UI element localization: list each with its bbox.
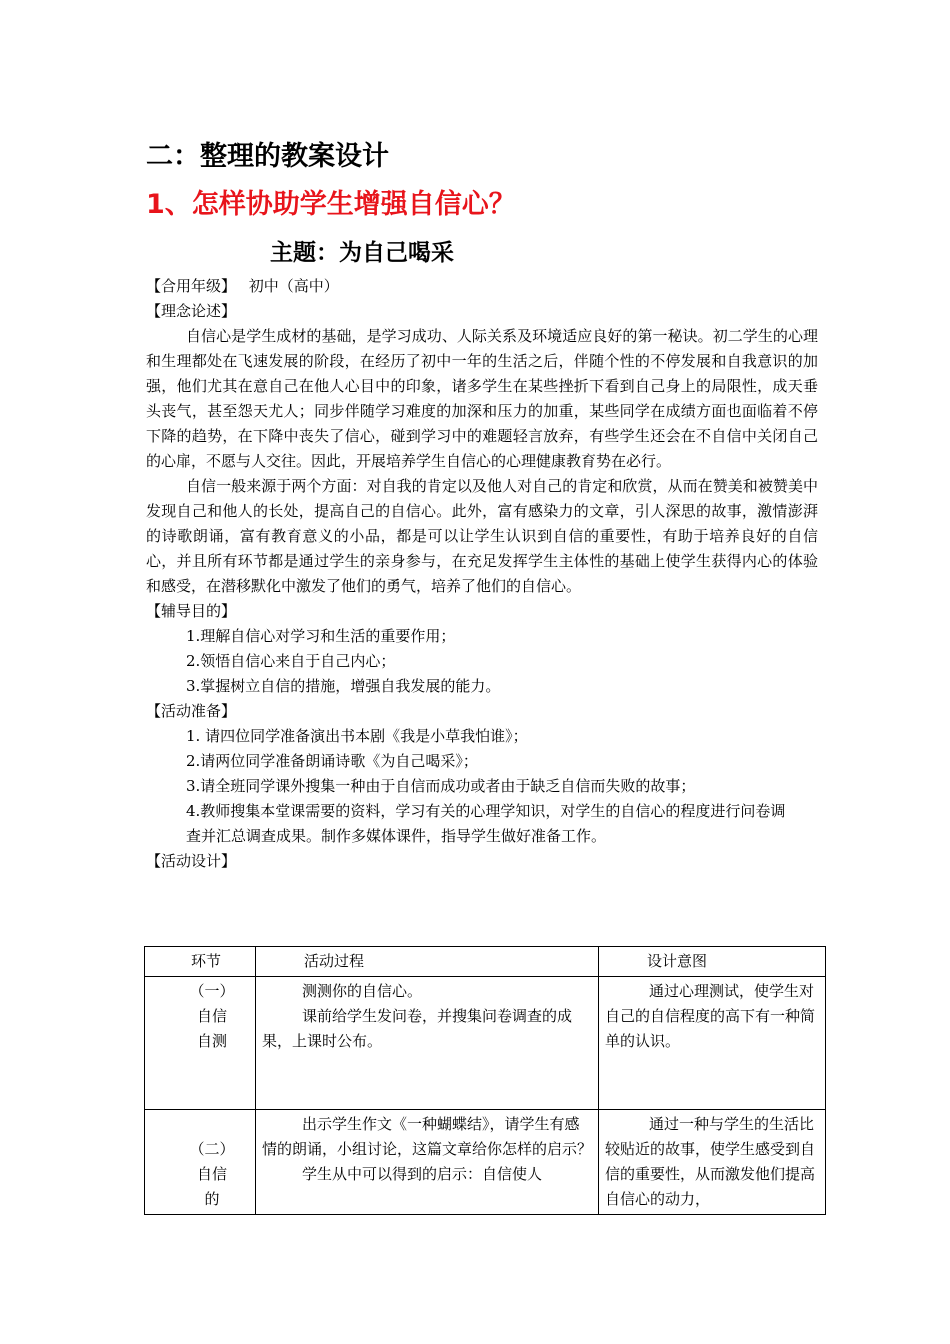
header-stage: 环节 [145,947,256,977]
concept-label: 【理念论述】 [146,302,237,320]
stage-line: 自信 [196,1007,227,1025]
prep-item: 1. 请四位同学准备演出书本剧《我是小草我怕谁》； [186,727,528,745]
design-label: 【活动设计】 [146,852,237,870]
stage-cell [145,1110,256,1215]
grade-label: 【合用年级】 [146,277,237,295]
intent-cell [599,1110,826,1215]
header-intent: 设计意图 [599,947,826,977]
intent-text: 通过一种与学生的生活比较贴近的故事，使学生感受到自信的重要性，从而激发他们提高自信心的动力， [605,1115,816,1208]
prep-item: 2.请两位同学准备朗诵诗歌《为自己喝采》； [186,752,478,770]
process-text: 测测你的自信心。 [302,982,423,1000]
stage-line: （二） [189,1140,235,1158]
grade-value: 初中（高中） [248,277,339,295]
goal-item: 2.领悟自信心来自于自己内心； [186,652,396,670]
section-heading: 二：整理的教案设计 [146,141,389,172]
concept-paragraph-1: 自信心是学生成材的基础，是学习成功、人际关系及环境适应良好的第一秘诀。初二学生的心理和生理都处在飞速发展的阶段，在经历了初中一年的生活之后，伴随个性的不停发展和自我意识的加强，他们尤其在意自己在他人心目中的印象，诸多学生在某些挫折下看到自己身上的局限性，成天垂头丧气，甚至怨天尤人；同步伴随学习难度的加深和压力的加重，某些同学在成绩方面也面临着不停下降的趋势，在下降中丧失了信心，碰到学习中的难题轻言放弃，有些学生还会在不自信中关闭自己的心扉，不愿与人交往。因此，开展培养学生自信心的心理健康教育势在必行。 [146,327,818,470]
activity-table [144,946,826,1215]
process-cell [256,1110,599,1215]
stage-line: 的 [204,1190,220,1208]
process-text: 学生从中可以得到的启示：自信使人 [302,1165,543,1183]
stage-line: （一） [189,982,235,1000]
lesson-body [146,274,818,874]
process-text: 出示学生作文《一种蝴蝶结》，请学生有感情的朗诵，小组讨论，这篇文章给你怎样的启示？ [262,1115,593,1158]
table-header-row [145,947,826,977]
goal-label: 【辅导目的】 [146,602,237,620]
question-heading: 1、怎样协助学生增强自信心？ [146,189,516,220]
table-row [145,1110,826,1215]
stage-line: 自测 [196,1032,227,1050]
process-cell [256,977,599,1110]
grade-line [146,274,818,299]
theme-title: 主题：为自己喝采 [270,240,454,266]
prep-item: 4.教师搜集本堂课需要的资料，学习有关的心理学知识，对学生的自信心的程度进行问卷调查并汇总调查成果。制作多媒体课件，指导学生做好准备工作。 [186,802,786,845]
stage-cell [145,977,256,1110]
process-text: 课前给学生发问卷，并搜集问卷调查的成果，上课时公布。 [262,1007,573,1050]
table-row [145,977,826,1110]
concept-paragraph-2: 自信一般来源于两个方面：对自我的肯定以及他人对自己的肯定和欣赏，从而在赞美和被赞美中发现自己和他人的长处，提高自己的自信心。此外，富有感染力的文章，引人深思的故事，激情澎湃的诗歌朗诵，富有教育意义的小品，都是可以让学生认识到自信的重要性，有助于培养良好的自信心，并且所有环节都是通过学生的亲身参与，在充足发挥学生主体性的基础上使学生获得内心的体验和感受，在潜移默化中激发了他们的勇气，培养了他们的自信心。 [146,477,818,595]
goal-item: 1.理解自信心对学习和生活的重要作用； [186,627,456,645]
prep-label: 【活动准备】 [146,702,237,720]
stage-line: 自信 [196,1165,227,1183]
header-process: 活动过程 [256,947,599,977]
intent-text: 通过心理测试，使学生对自己的自信程度的高下有一种简单的认识。 [605,982,816,1050]
goal-item: 3.掌握树立自信的措施，增强自我发展的能力。 [186,677,501,695]
prep-item: 3.请全班同学课外搜集一种由于自信而成功或者由于缺乏自信而失败的故事； [186,777,696,795]
intent-cell [599,977,826,1110]
